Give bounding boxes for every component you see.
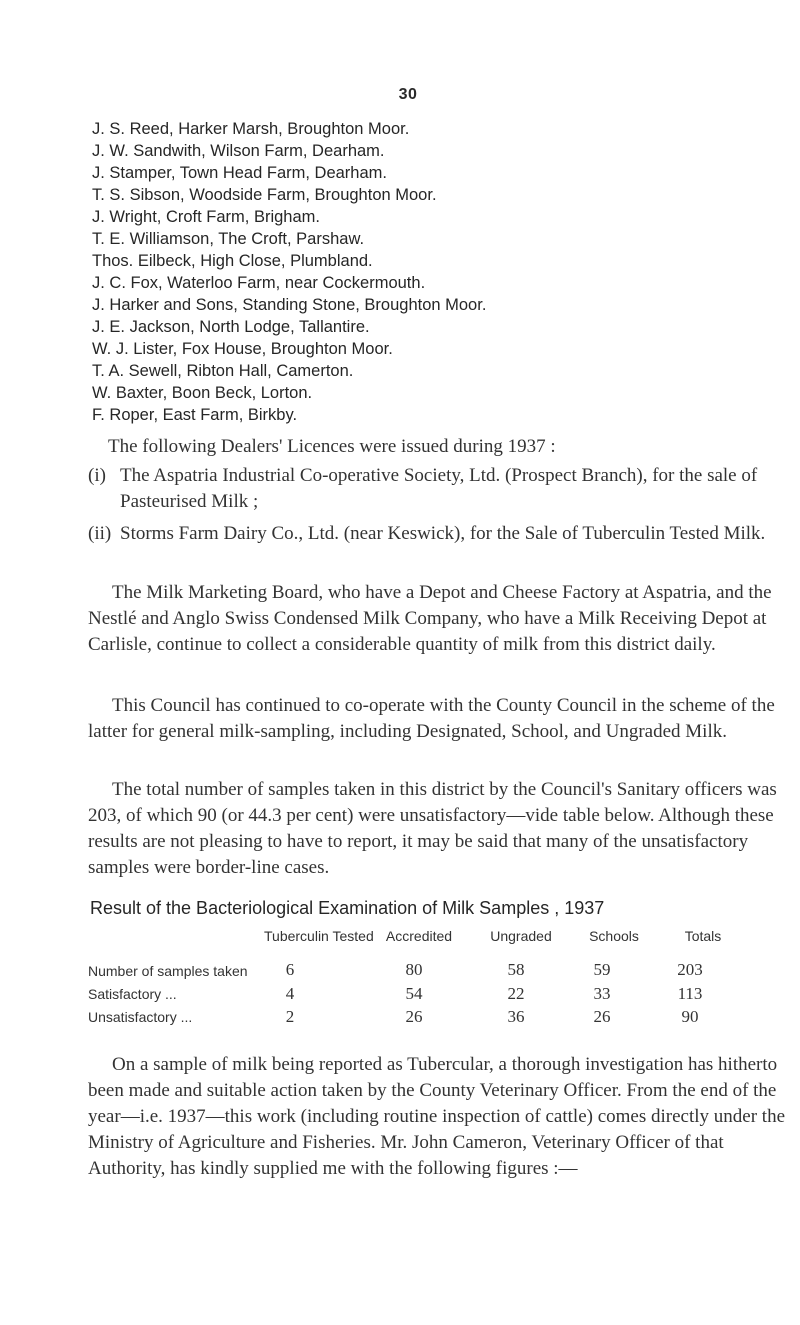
paragraph-council: This Council has continued to co-operate with the County Council in the scheme of the latter for general milk-sampling, including Designated, School, and Ungraded Milk. <box>88 695 775 742</box>
licence-number: (i) <box>88 465 106 486</box>
paragraph-tubercular: On a sample of milk being reported as Tubercular, a thorough investigation has hitherto been made and suitable action taken by the County Veterinary Officer. From the end of the year—i.e. 1937—this work (including routine inspection of cattle) comes directly under the Ministry of Agriculture and Fisheries. Mr. John Cameron, Veterinary Officer of that Authority, has kindly supplied me with the following figures :— <box>88 1054 785 1179</box>
table-cell: 2 <box>285 1007 295 1026</box>
table-cell: 59 <box>593 960 611 979</box>
farm-entry: W. Baxter, Boon Beck, Lorton. <box>92 384 313 402</box>
table-cell: 58 <box>507 960 525 979</box>
column-header: Tuberculin Tested <box>264 928 374 944</box>
table-cell: 54 <box>405 984 423 1003</box>
table-cell: 36 <box>507 1007 525 1026</box>
table-cell: 26 <box>405 1007 423 1026</box>
table-cell: 4 <box>285 984 295 1003</box>
table-cell: 113 <box>677 984 703 1003</box>
table-cell: 80 <box>405 960 423 979</box>
table-title: Result of the Bacteriological Examination of Milk Samples , 1937 <box>90 898 605 918</box>
row-label: Number of samples taken <box>88 963 248 979</box>
table-cell: 26 <box>593 1007 611 1026</box>
farm-entry: Thos. Eilbeck, High Close, Plumbland. <box>92 252 373 270</box>
farm-entry: T. S. Sibson, Woodside Farm, Broughton Moor. <box>92 186 437 204</box>
farm-entry: J. Wright, Croft Farm, Brigham. <box>92 208 320 226</box>
farm-entry: J. C. Fox, Waterloo Farm, near Cockermouth. <box>92 274 426 292</box>
farm-entry: W. J. Lister, Fox House, Broughton Moor. <box>92 340 393 358</box>
licences-intro: The following Dealers' Licences were issued during 1937 : <box>108 436 556 457</box>
column-header: Ungraded <box>490 928 552 944</box>
farm-entry: T. A. Sewell, Ribton Hall, Camerton. <box>92 362 354 380</box>
column-header: Accredited <box>385 928 453 944</box>
farm-entry: J. E. Jackson, North Lodge, Tallantire. <box>92 318 370 336</box>
farm-list <box>92 118 772 426</box>
table-cell: 90 <box>681 1007 699 1026</box>
page-number: 30 <box>398 86 418 103</box>
farm-entry: J. S. Reed, Harker Marsh, Broughton Moor. <box>92 120 410 138</box>
column-header: Totals <box>684 928 722 944</box>
row-label: Satisfactory ... <box>88 986 177 1002</box>
licence-number: (ii) <box>88 523 112 544</box>
table-cell: 33 <box>593 984 611 1003</box>
farm-entry: T. E. Williamson, The Croft, Parshaw. <box>92 230 365 248</box>
paragraph-samples: The total number of samples taken in this district by the Council's Sanitary officers was 203, of which 90 (or 44.3 per cent) were unsatisfactory—vide table below. Although these results are not pleasing to have to report, it may be said that many of the unsatisfactory samples were border-line cases. <box>88 779 777 878</box>
farm-entry: J. Stamper, Town Head Farm, Dearham. <box>92 164 387 182</box>
results-table <box>88 928 800 1048</box>
table-cell: 22 <box>507 984 525 1003</box>
column-header: Schools <box>589 928 639 944</box>
paragraph-milk-board: The Milk Marketing Board, who have a Depot and Cheese Factory at Aspatria, and the Nestlé and Anglo Swiss Condensed Milk Company, who have a Milk Receiving Depot at Carlisle, continue to collect a considerable quantity of milk from this district daily. <box>88 582 772 655</box>
farm-entry: J. W. Sandwith, Wilson Farm, Dearham. <box>92 142 385 160</box>
farm-entry: J. Harker and Sons, Standing Stone, Broughton Moor. <box>92 296 487 314</box>
licence-text: The Aspatria Industrial Co-operative Society, Ltd. (Prospect Branch), for the sale of Pasteurised Milk ; <box>120 465 758 512</box>
farm-entry: F. Roper, East Farm, Birkby. <box>92 406 298 424</box>
licence-text: Storms Farm Dairy Co., Ltd. (near Keswick), for the Sale of Tuberculin Tested Milk. <box>120 523 766 544</box>
row-label: Unsatisfactory ... <box>88 1009 193 1025</box>
table-cell: 6 <box>285 960 295 979</box>
table-cell: 203 <box>677 960 703 979</box>
